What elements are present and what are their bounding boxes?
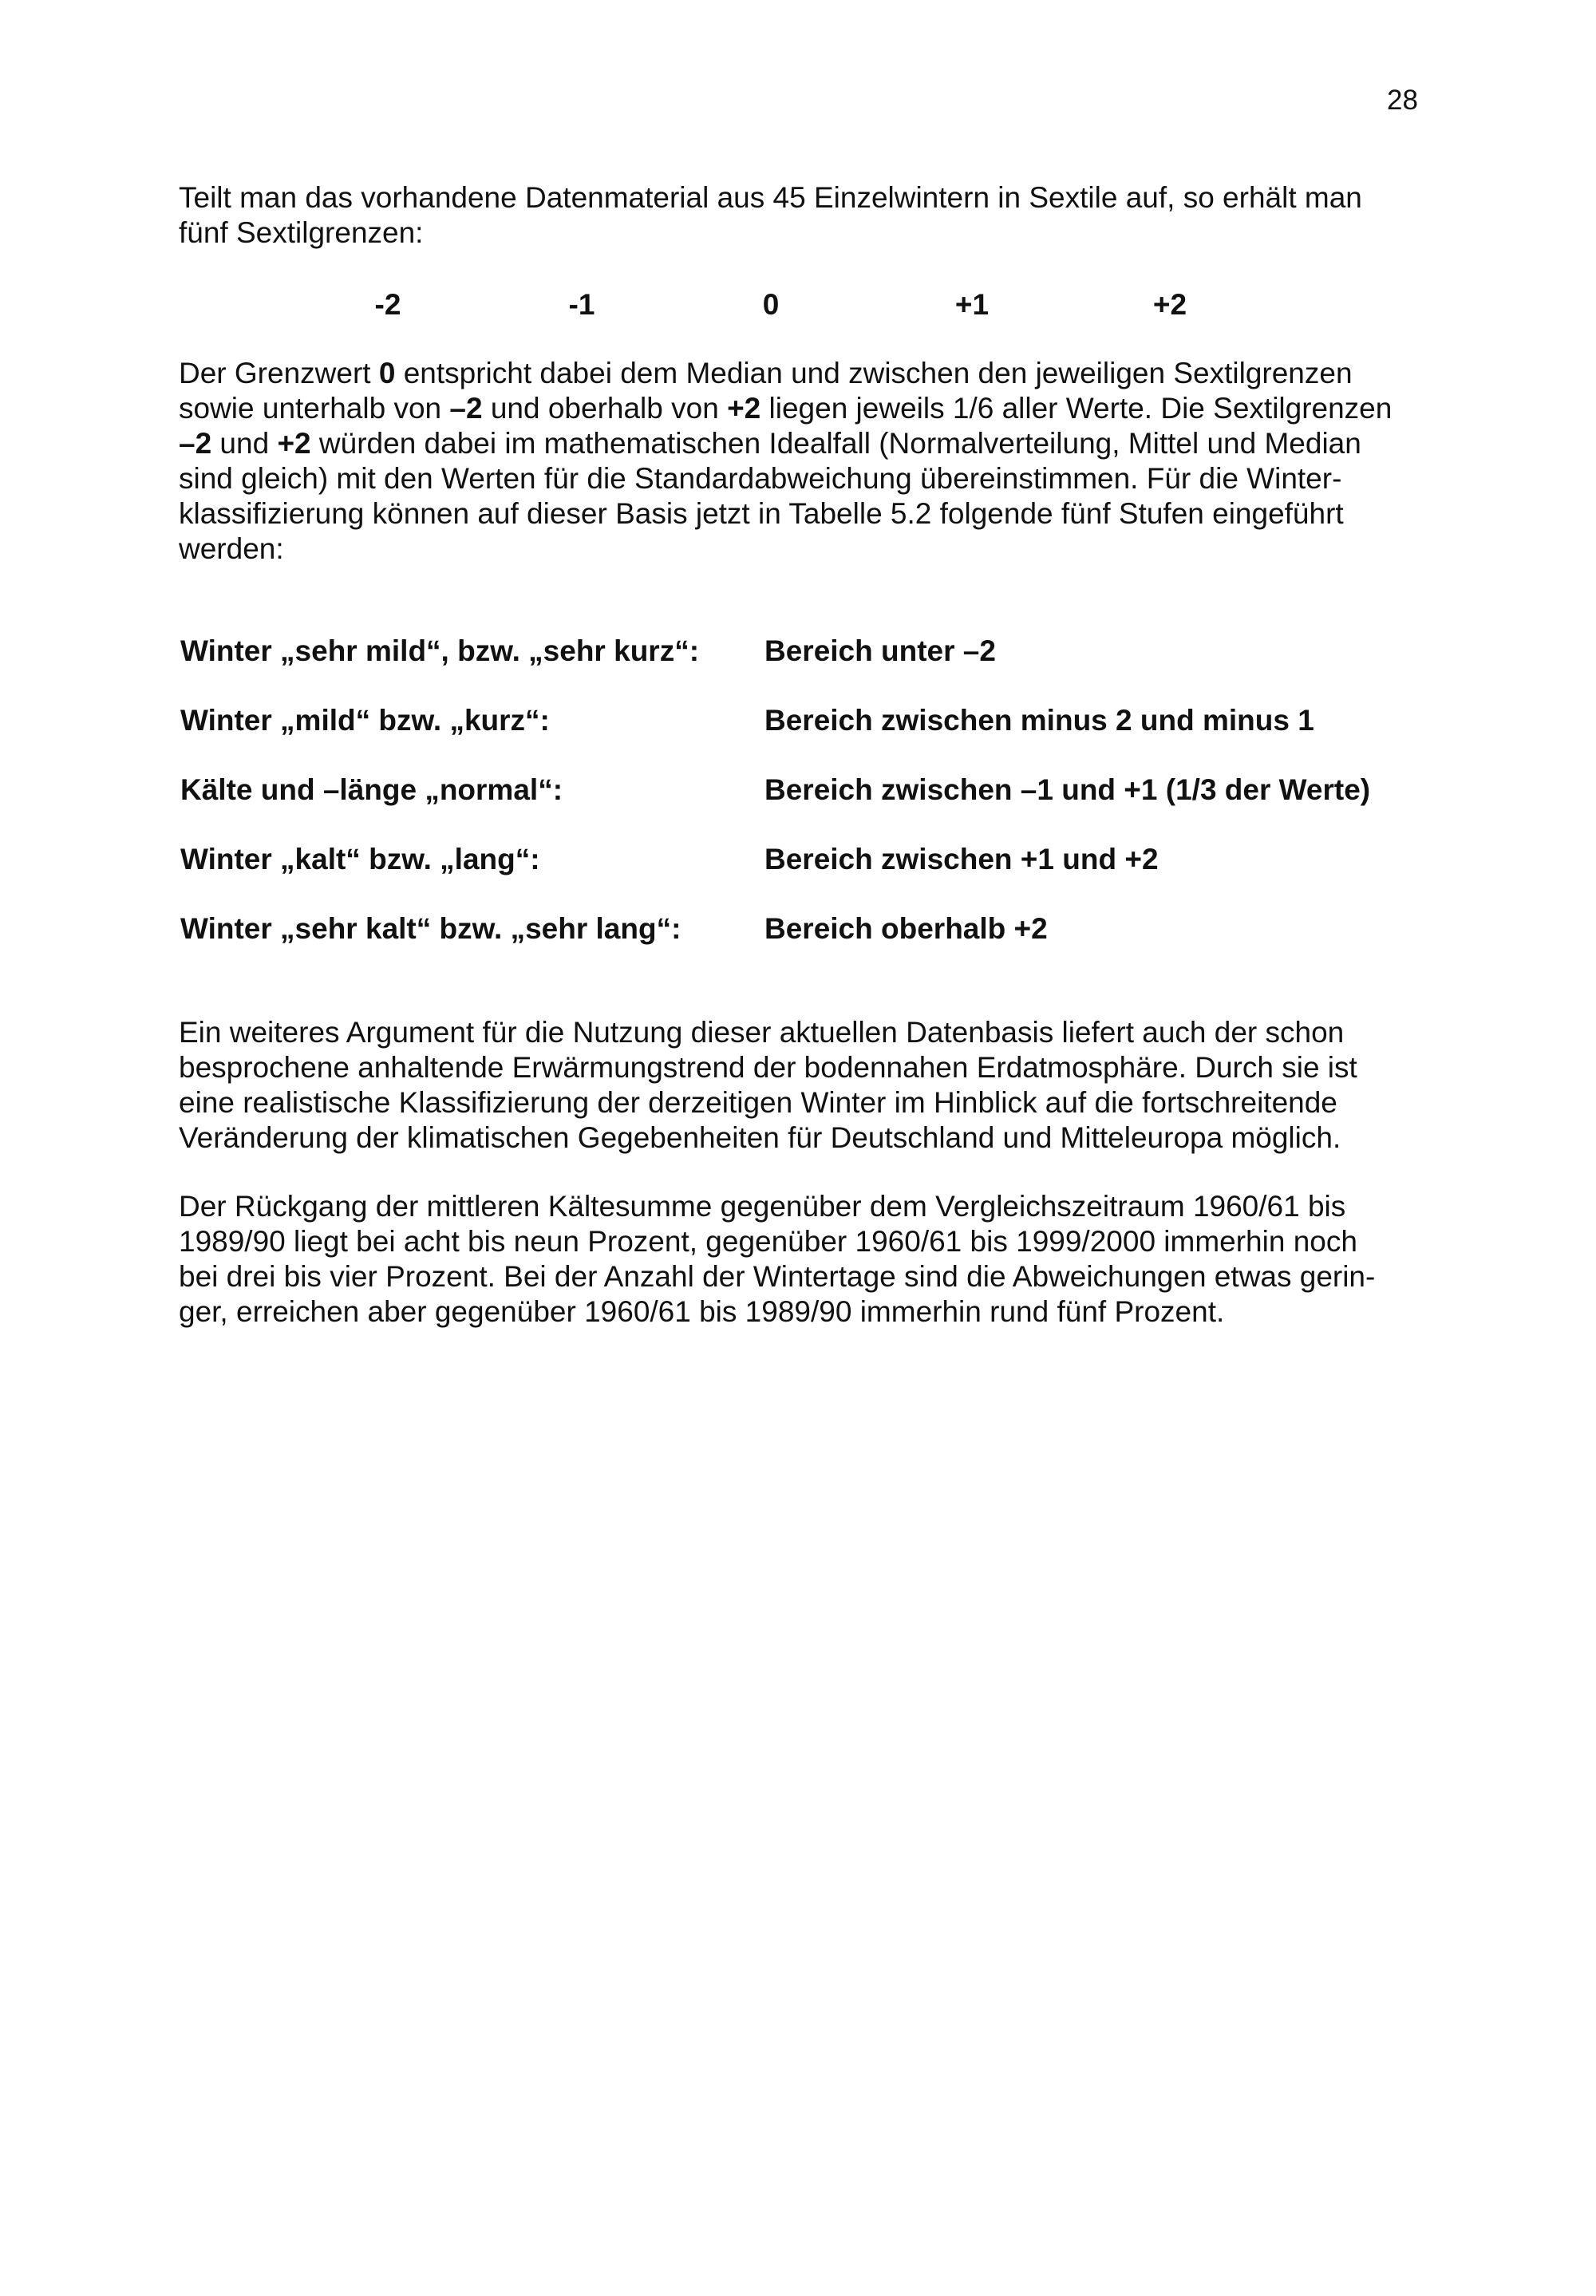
classification-label: Kälte und –länge „normal“: (180, 773, 563, 806)
classification-row (180, 773, 1425, 842)
classification-label: Winter „kalt“ bzw. „lang“: (180, 843, 540, 875)
decline-line-3: bei drei bis vier Prozent. Bei der Anzahl der Wintertage sind die Abweichungen etwas gerin- (179, 1260, 1376, 1293)
sextile-limits-row (0, 287, 1596, 322)
argument-line-4: Veränderung der klimatischen Gegebenheiten für Deutschland und Mitteleuropa möglich. (179, 1121, 1341, 1154)
argument-line-3: eine realistische Klassifizierung der derzeitigen Winter im Hinblick auf die fortschreitende (179, 1086, 1337, 1119)
classification-label: Winter „mild“ bzw. „kurz“: (180, 704, 550, 737)
winter-classification-table (180, 634, 1425, 981)
explanation-line-2: sowie unterhalb von –2 und oberhalb von +2 liegen jeweils 1/6 aller Werte. Die Sextilgrenzen (179, 392, 1393, 425)
decline-line-4: ger, erreichen aber gegenüber 1960/61 bis 1989/90 immerhin rund fünf Prozent. (179, 1295, 1225, 1328)
argument-line-1: Ein weiteres Argument für die Nutzung dieser aktuellen Datenbasis liefert auch der schon (179, 1016, 1345, 1049)
sextile-limit-plus-1: +1 (954, 288, 990, 321)
decline-paragraph (179, 1189, 1424, 1330)
sextile-limit-plus-2: +2 (1152, 288, 1187, 321)
intro-paragraph (179, 180, 1424, 251)
classification-row (180, 634, 1425, 703)
classification-row (180, 842, 1425, 911)
explanation-line-3: –2 und +2 würden dabei im mathematischen Idealfall (Normalverteilung, Mittel und Median (179, 427, 1361, 460)
classification-range: Bereich zwischen –1 und +1 (1/3 der Werte) (764, 773, 1371, 806)
classification-range: Bereich zwischen +1 und +2 (764, 843, 1159, 875)
decline-line-1: Der Rückgang der mittleren Kältesumme gegenüber dem Vergleichszeitraum 1960/61 bis (179, 1190, 1346, 1223)
classification-range: Bereich zwischen minus 2 und minus 1 (764, 704, 1314, 737)
classification-label: Winter „sehr mild“, bzw. „sehr kurz“: (180, 634, 700, 667)
intro-line-1: Teilt man das vorhandene Datenmaterial aus 45 Einzelwintern in Sextile auf, so erhält man (179, 181, 1362, 214)
classification-row (180, 703, 1425, 773)
sextile-limit-minus-2: -2 (374, 288, 401, 321)
sextile-limit-0: 0 (762, 288, 780, 321)
classification-row (180, 911, 1425, 981)
explanation-line-6: werden: (179, 532, 284, 565)
page-number: 28 (1387, 85, 1418, 116)
explanation-line-1: Der Grenzwert 0 entspricht dabei dem Median und zwischen den jeweiligen Sextilgrenzen (179, 357, 1353, 389)
classification-label: Winter „sehr kalt“ bzw. „sehr lang“: (180, 912, 681, 945)
explanation-line-4: sind gleich) mit den Werten für die Standardabweichung übereinstimmen. Für die Winter- (179, 462, 1342, 495)
argument-paragraph (179, 1015, 1424, 1156)
argument-line-2: besprochene anhaltende Erwärmungstrend der bodennahen Erdatmosphäre. Durch sie ist (179, 1051, 1357, 1084)
explanation-paragraph (179, 356, 1424, 567)
classification-range: Bereich unter –2 (764, 634, 996, 667)
classification-range: Bereich oberhalb +2 (764, 912, 1048, 945)
decline-line-2: 1989/90 liegt bei acht bis neun Prozent, gegenüber 1960/61 bis 1999/2000 immerhin noch (179, 1225, 1357, 1258)
intro-line-2: fünf Sextilgrenzen: (179, 216, 424, 249)
sextile-limit-minus-1: -1 (568, 288, 595, 321)
explanation-line-5: klassifizierung können auf dieser Basis jetzt in Tabelle 5.2 folgende fünf Stufen eingeführt (179, 497, 1344, 530)
